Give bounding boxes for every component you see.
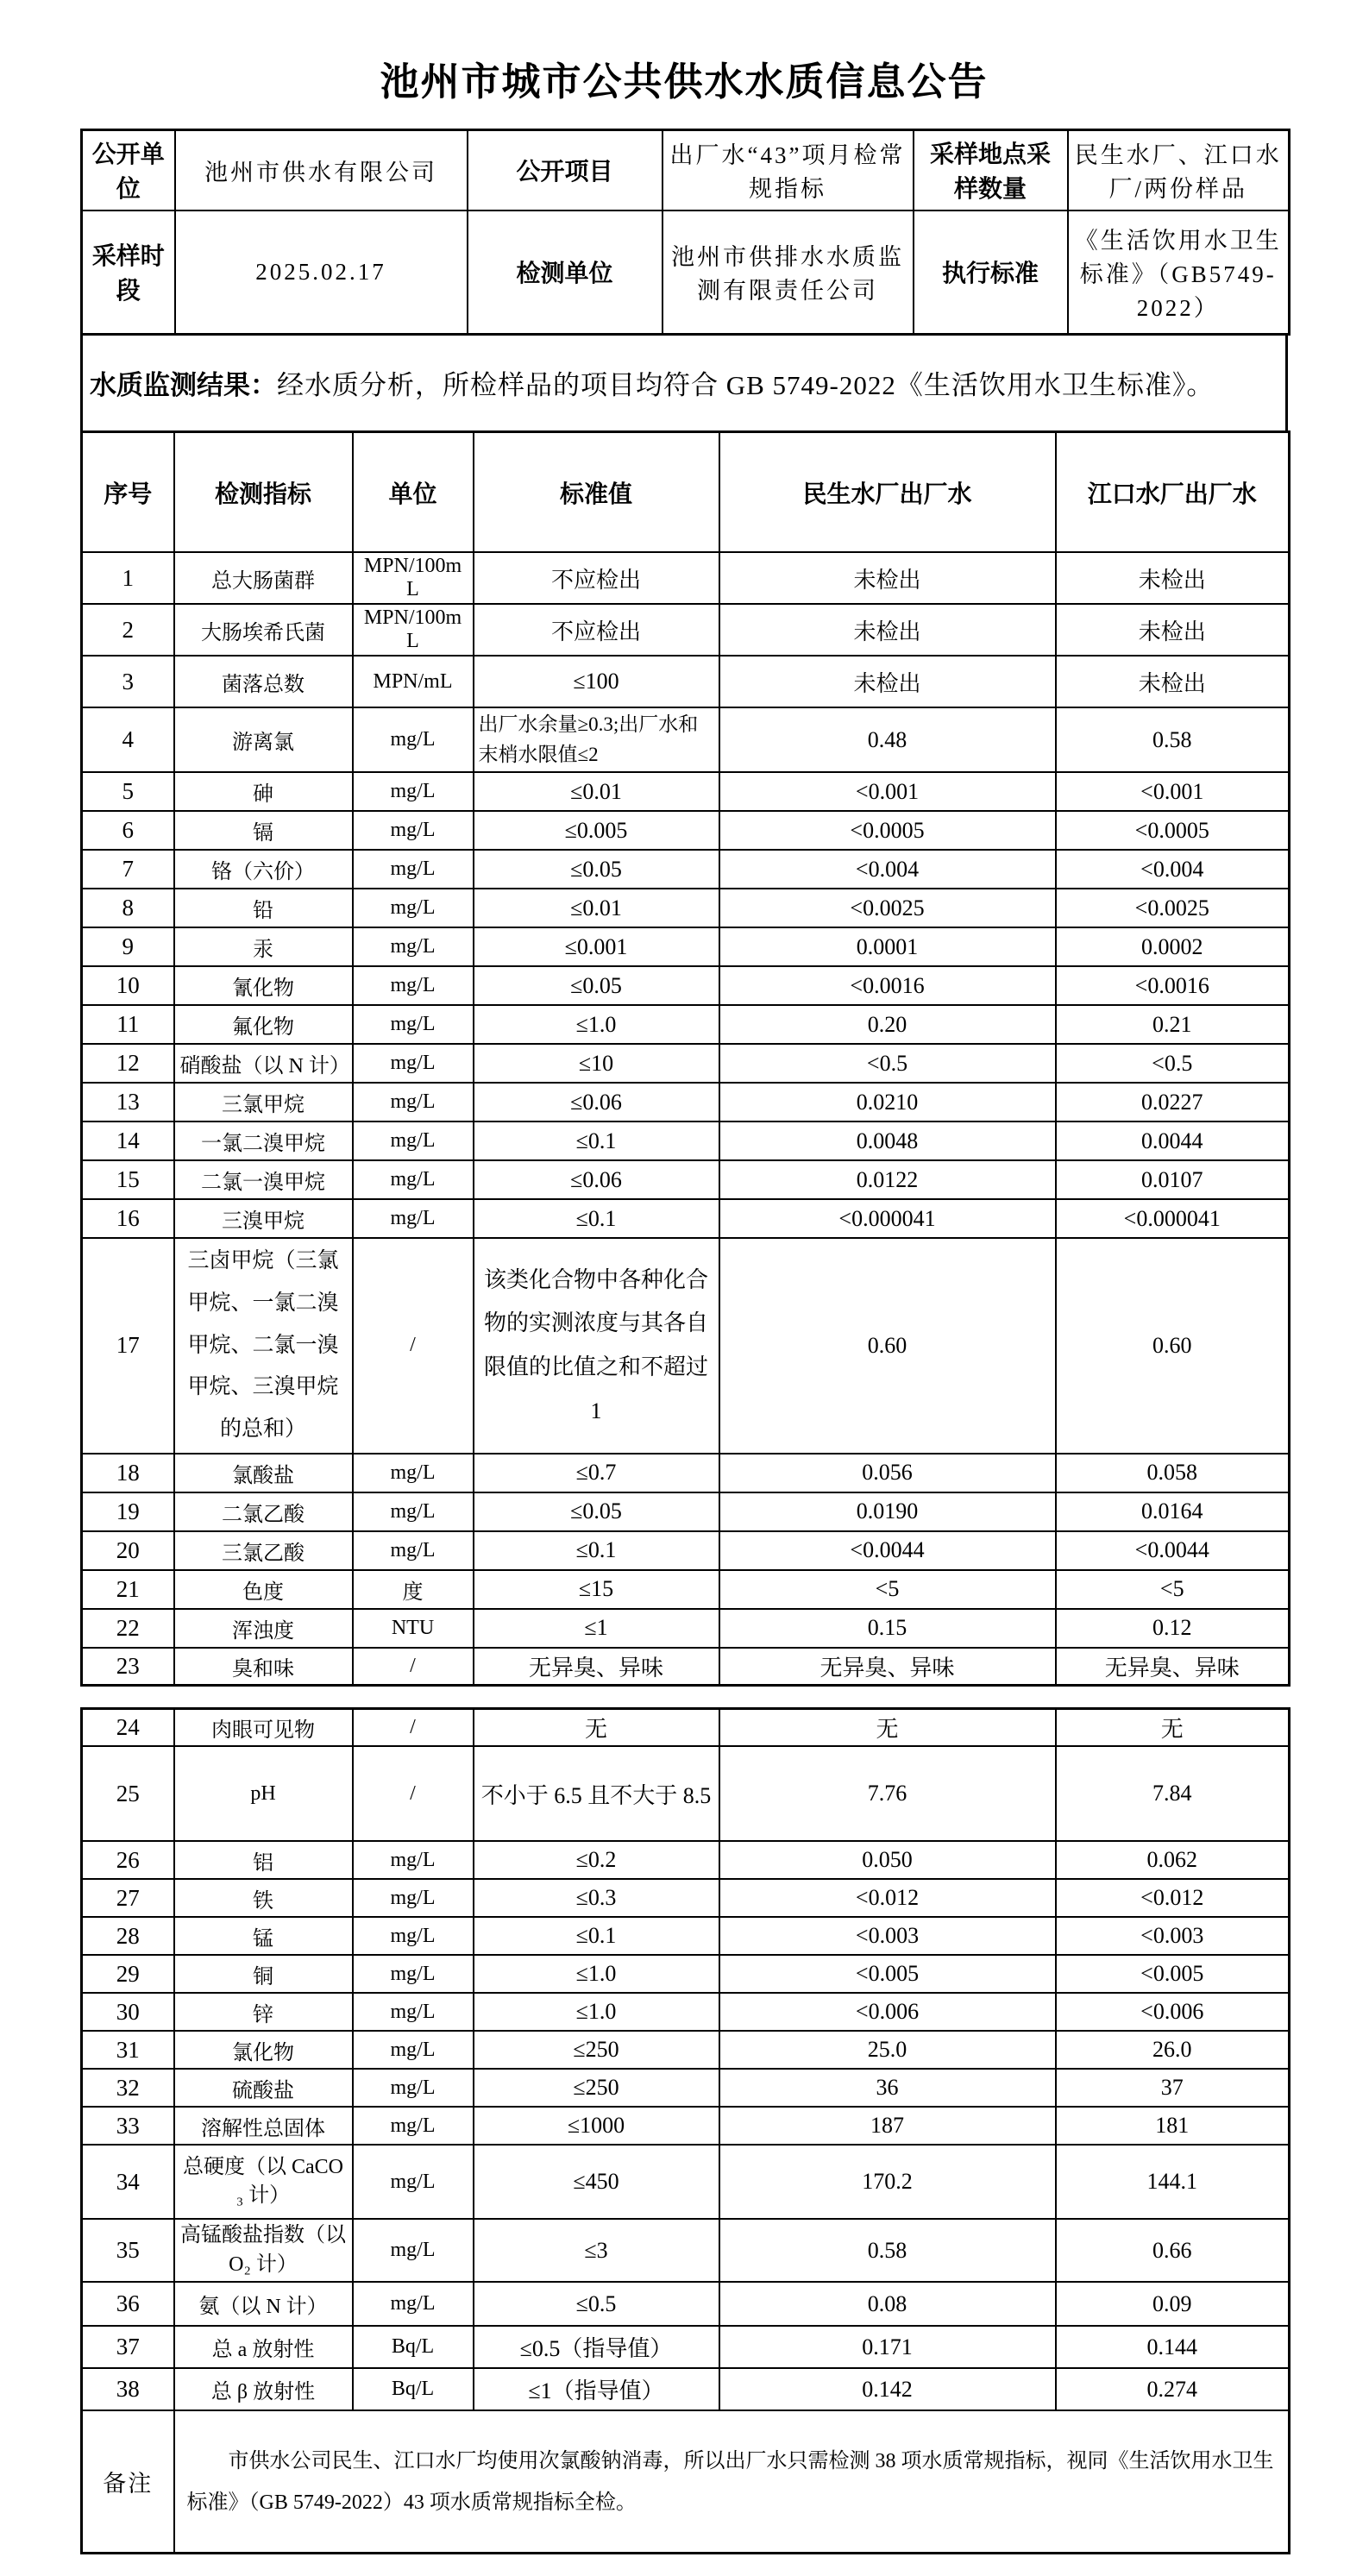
cell-seq: 20 — [82, 1531, 174, 1570]
cell-unit: Bq/L — [353, 2368, 474, 2410]
cell-minsheng-value: 25.0 — [719, 2031, 1056, 2069]
cell-indicator: 氯酸盐 — [174, 1454, 353, 1492]
announcement-sheet — [80, 50, 1288, 2554]
cell-jiangkou-value: 0.09 — [1056, 2282, 1290, 2326]
cell-standard: ≤1（指导值） — [474, 2368, 719, 2410]
info-label-testing-unit: 检测单位 — [468, 210, 663, 335]
cell-unit: mg/L — [353, 1917, 474, 1955]
cell-indicator: 锰 — [174, 1917, 353, 1955]
cell-jiangkou-value: 0.274 — [1056, 2368, 1290, 2410]
table-row — [82, 1955, 1290, 1993]
table-row — [82, 927, 1290, 966]
cell-seq: 30 — [82, 1993, 174, 2031]
cell-minsheng-value: 0.0048 — [719, 1122, 1056, 1160]
cell-seq: 28 — [82, 1917, 174, 1955]
table-row — [82, 1492, 1290, 1531]
cell-standard: ≤0.3 — [474, 1879, 719, 1917]
info-value-public-unit: 池州市供水有限公司 — [175, 130, 468, 210]
cell-standard: 无异臭、异味 — [474, 1648, 719, 1686]
cell-unit: mg/L — [353, 1841, 474, 1879]
info-label-standard: 执行标准 — [914, 210, 1068, 335]
cell-unit: mg/L — [353, 1199, 474, 1238]
cell-jiangkou-value: 0.58 — [1056, 707, 1290, 772]
table-row — [82, 1238, 1290, 1454]
info-label-sampling-period: 采样时段 — [82, 210, 175, 335]
table-row — [82, 889, 1290, 927]
cell-unit: mg/L — [353, 2145, 474, 2219]
cell-minsheng-value: 0.0122 — [719, 1160, 1056, 1199]
cell-standard: ≤250 — [474, 2031, 719, 2069]
cell-indicator: 氟化物 — [174, 1005, 353, 1044]
cell-jiangkou-value: <5 — [1056, 1570, 1290, 1609]
cell-seq: 22 — [82, 1609, 174, 1648]
cell-minsheng-value: 36 — [719, 2069, 1056, 2107]
cell-unit: mg/L — [353, 1005, 474, 1044]
cell-standard: ≤1.0 — [474, 1955, 719, 1993]
cell-minsheng-value: 0.15 — [719, 1609, 1056, 1648]
cell-jiangkou-value: <0.5 — [1056, 1044, 1290, 1083]
cell-minsheng-value: 0.0210 — [719, 1083, 1056, 1122]
cell-unit: mg/L — [353, 2031, 474, 2069]
cell-unit: mg/L — [353, 811, 474, 850]
cell-indicator: 浑浊度 — [174, 1609, 353, 1648]
cell-minsheng-value: 0.0190 — [719, 1492, 1056, 1531]
cell-standard: ≤0.05 — [474, 966, 719, 1005]
cell-jiangkou-value: <0.005 — [1056, 1955, 1290, 1993]
cell-standard: ≤0.06 — [474, 1083, 719, 1122]
cell-minsheng-value: 未检出 — [719, 604, 1056, 656]
cell-standard: ≤450 — [474, 2145, 719, 2219]
cell-jiangkou-value: 0.12 — [1056, 1609, 1290, 1648]
table-row — [82, 656, 1290, 707]
cell-indicator: 溶解性总固体 — [174, 2107, 353, 2145]
cell-indicator: 高锰酸盐指数（以 O₂ 计） — [174, 2219, 353, 2282]
column-header-minsheng-plant: 民生水厂出厂水 — [719, 432, 1056, 553]
cell-seq: 9 — [82, 927, 174, 966]
cell-jiangkou-value: <0.0005 — [1056, 811, 1290, 850]
cell-seq: 23 — [82, 1648, 174, 1686]
cell-indicator: 硫酸盐 — [174, 2069, 353, 2107]
cell-indicator: 总 β 放射性 — [174, 2368, 353, 2410]
cell-minsheng-value: <0.0025 — [719, 889, 1056, 927]
cell-seq: 37 — [82, 2326, 174, 2368]
table-row — [82, 707, 1290, 772]
cell-standard: 出厂水余量≥0.3;出厂水和末梢水限值≤2 — [474, 707, 719, 772]
cell-minsheng-value: <0.005 — [719, 1955, 1056, 1993]
cell-seq: 26 — [82, 1841, 174, 1879]
cell-indicator: 总大肠菌群 — [174, 552, 353, 604]
table-row — [82, 1841, 1290, 1879]
cell-jiangkou-value: 0.0044 — [1056, 1122, 1290, 1160]
cell-jiangkou-value: <0.004 — [1056, 850, 1290, 889]
table-row — [82, 1708, 1290, 1746]
cell-jiangkou-value: 未检出 — [1056, 552, 1290, 604]
cell-unit: / — [353, 1746, 474, 1841]
cell-jiangkou-value: 未检出 — [1056, 656, 1290, 707]
cell-seq: 19 — [82, 1492, 174, 1531]
cell-unit: mg/L — [353, 889, 474, 927]
cell-indicator: 肉眼可见物 — [174, 1708, 353, 1746]
cell-seq: 17 — [82, 1238, 174, 1454]
cell-unit: mg/L — [353, 2282, 474, 2326]
info-value-sampling-site-count: 民生水厂、江口水厂/两份样品 — [1068, 130, 1290, 210]
info-table — [80, 129, 1291, 336]
table-row — [82, 1570, 1290, 1609]
cell-minsheng-value: 170.2 — [719, 2145, 1056, 2219]
cell-minsheng-value: <0.0044 — [719, 1531, 1056, 1570]
cell-seq: 25 — [82, 1746, 174, 1841]
table-row — [82, 552, 1290, 604]
cell-seq: 7 — [82, 850, 174, 889]
table-row — [82, 772, 1290, 811]
cell-seq: 31 — [82, 2031, 174, 2069]
table-row — [82, 2368, 1290, 2410]
cell-minsheng-value: 0.20 — [719, 1005, 1056, 1044]
cell-jiangkou-value: <0.0016 — [1056, 966, 1290, 1005]
cell-unit: MPN/mL — [353, 656, 474, 707]
cell-indicator: 总 a 放射性 — [174, 2326, 353, 2368]
cell-standard: 无 — [474, 1708, 719, 1746]
cell-standard: ≤0.5（指导值） — [474, 2326, 719, 2368]
cell-standard: ≤10 — [474, 1044, 719, 1083]
cell-jiangkou-value: 0.144 — [1056, 2326, 1290, 2368]
cell-minsheng-value: 无异臭、异味 — [719, 1648, 1056, 1686]
table-row — [82, 1648, 1290, 1686]
cell-jiangkou-value: 无 — [1056, 1708, 1290, 1746]
cell-standard: ≤0.005 — [474, 811, 719, 850]
table-row — [82, 2031, 1290, 2069]
cell-unit: mg/L — [353, 1993, 474, 2031]
cell-unit: NTU — [353, 1609, 474, 1648]
info-row — [82, 130, 1290, 210]
cell-seq: 12 — [82, 1044, 174, 1083]
column-header-standard: 标准值 — [474, 432, 719, 553]
info-value-testing-unit: 池州市供排水水质监测有限责任公司 — [663, 210, 914, 335]
cell-seq: 36 — [82, 2282, 174, 2326]
cell-standard: ≤1000 — [474, 2107, 719, 2145]
cell-unit: mg/L — [353, 1122, 474, 1160]
cell-seq: 8 — [82, 889, 174, 927]
cell-unit: mg/L — [353, 927, 474, 966]
cell-seq: 2 — [82, 604, 174, 656]
water-quality-table-part2 — [80, 1707, 1291, 2554]
cell-minsheng-value: <0.001 — [719, 772, 1056, 811]
cell-minsheng-value: 0.050 — [719, 1841, 1056, 1879]
table-row — [82, 1531, 1290, 1570]
result-note-text: 经水质分析，所检样品的项目均符合 GB 5749-2022《生活饮用水卫生标准》。 — [277, 370, 1215, 400]
cell-standard: 该类化合物中各种化合物的实测浓度与其各自限值的比值之和不超过 1 — [474, 1238, 719, 1454]
cell-unit: mg/L — [353, 707, 474, 772]
table-row — [82, 1746, 1290, 1841]
cell-standard: ≤0.1 — [474, 1199, 719, 1238]
cell-jiangkou-value: 0.66 — [1056, 2219, 1290, 2282]
cell-indicator: 氨（以 N 计） — [174, 2282, 353, 2326]
cell-minsheng-value: <0.003 — [719, 1917, 1056, 1955]
cell-standard: ≤1 — [474, 1609, 719, 1648]
result-note-label: 水质监测结果： — [90, 370, 277, 400]
cell-indicator: 二氯乙酸 — [174, 1492, 353, 1531]
cell-jiangkou-value: 0.0107 — [1056, 1160, 1290, 1199]
cell-minsheng-value: 0.08 — [719, 2282, 1056, 2326]
table-row — [82, 2107, 1290, 2145]
cell-indicator: 氯化物 — [174, 2031, 353, 2069]
cell-minsheng-value: <0.5 — [719, 1044, 1056, 1083]
cell-indicator: 臭和味 — [174, 1648, 353, 1686]
cell-seq: 5 — [82, 772, 174, 811]
table-row — [82, 1993, 1290, 2031]
cell-unit: mg/L — [353, 850, 474, 889]
cell-jiangkou-value: 未检出 — [1056, 604, 1290, 656]
cell-unit: mg/L — [353, 2107, 474, 2145]
cell-standard: ≤0.01 — [474, 889, 719, 927]
cell-minsheng-value: 0.58 — [719, 2219, 1056, 2282]
cell-unit: mg/L — [353, 1083, 474, 1122]
cell-indicator: 铬（六价） — [174, 850, 353, 889]
remark-row — [82, 2410, 1290, 2553]
cell-jiangkou-value: 7.84 — [1056, 1746, 1290, 1841]
cell-indicator: 一氯二溴甲烷 — [174, 1122, 353, 1160]
cell-jiangkou-value: 0.058 — [1056, 1454, 1290, 1492]
cell-indicator: 铝 — [174, 1841, 353, 1879]
cell-standard: ≤250 — [474, 2069, 719, 2107]
table-row — [82, 2219, 1290, 2282]
cell-seq: 6 — [82, 811, 174, 850]
cell-unit: mg/L — [353, 1531, 474, 1570]
cell-minsheng-value: 0.171 — [719, 2326, 1056, 2368]
cell-indicator: 三卤甲烷（三氯甲烷、一氯二溴甲烷、二氯一溴甲烷、三溴甲烷的总和） — [174, 1238, 353, 1454]
table-row — [82, 1160, 1290, 1199]
info-label-public-item: 公开项目 — [468, 130, 663, 210]
table-row — [82, 2069, 1290, 2107]
cell-minsheng-value: <0.006 — [719, 1993, 1056, 2031]
cell-jiangkou-value: <0.001 — [1056, 772, 1290, 811]
table-row — [82, 850, 1290, 889]
cell-seq: 13 — [82, 1083, 174, 1122]
cell-unit: mg/L — [353, 1492, 474, 1531]
cell-jiangkou-value: 无异臭、异味 — [1056, 1648, 1290, 1686]
table-row — [82, 1917, 1290, 1955]
cell-minsheng-value: <0.0005 — [719, 811, 1056, 850]
cell-indicator: 三氯乙酸 — [174, 1531, 353, 1570]
cell-indicator: 硝酸盐（以 N 计） — [174, 1044, 353, 1083]
cell-minsheng-value: <0.000041 — [719, 1199, 1056, 1238]
cell-jiangkou-value: <0.012 — [1056, 1879, 1290, 1917]
cell-seq: 3 — [82, 656, 174, 707]
cell-unit: / — [353, 1648, 474, 1686]
info-value-standard: 《生活饮用水卫生标准》（GB5749-2022） — [1068, 210, 1290, 335]
page-title: 池州市城市公共供水水质信息公告 — [380, 60, 989, 104]
cell-standard: ≤0.1 — [474, 1917, 719, 1955]
remark-label: 备注 — [82, 2410, 174, 2553]
info-label-sampling-site-count: 采样地点采样数量 — [914, 130, 1068, 210]
cell-seq: 18 — [82, 1454, 174, 1492]
cell-seq: 27 — [82, 1879, 174, 1917]
cell-unit: mg/L — [353, 966, 474, 1005]
cell-standard: ≤0.01 — [474, 772, 719, 811]
table-row — [82, 1454, 1290, 1492]
cell-jiangkou-value: 0.60 — [1056, 1238, 1290, 1454]
cell-minsheng-value: 0.60 — [719, 1238, 1056, 1454]
cell-indicator: 三溴甲烷 — [174, 1199, 353, 1238]
cell-minsheng-value: 187 — [719, 2107, 1056, 2145]
cell-standard: ≤0.001 — [474, 927, 719, 966]
info-label-public-unit: 公开单位 — [82, 130, 175, 210]
column-header-indicator: 检测指标 — [174, 432, 353, 553]
cell-standard: ≤100 — [474, 656, 719, 707]
table-row — [82, 2282, 1290, 2326]
table-header-row — [82, 432, 1290, 553]
cell-standard: ≤0.06 — [474, 1160, 719, 1199]
cell-indicator: 砷 — [174, 772, 353, 811]
cell-standard: ≤0.5 — [474, 2282, 719, 2326]
cell-jiangkou-value: 0.0227 — [1056, 1083, 1290, 1122]
cell-jiangkou-value: 144.1 — [1056, 2145, 1290, 2219]
cell-indicator: 汞 — [174, 927, 353, 966]
table-row — [82, 1609, 1290, 1648]
table-row — [82, 2326, 1290, 2368]
cell-minsheng-value: 未检出 — [719, 656, 1056, 707]
info-value-public-item: 出厂水“43”项月检常规指标 — [663, 130, 914, 210]
cell-indicator: 铁 — [174, 1879, 353, 1917]
cell-standard: ≤1.0 — [474, 1993, 719, 2031]
cell-unit: 度 — [353, 1570, 474, 1609]
cell-minsheng-value: <0.012 — [719, 1879, 1056, 1917]
cell-unit: MPN/100mL — [353, 552, 474, 604]
cell-jiangkou-value: 0.062 — [1056, 1841, 1290, 1879]
table-row — [82, 1199, 1290, 1238]
water-quality-table-part1 — [80, 430, 1291, 1687]
cell-jiangkou-value: 0.21 — [1056, 1005, 1290, 1044]
cell-minsheng-value: 0.056 — [719, 1454, 1056, 1492]
cell-seq: 4 — [82, 707, 174, 772]
cell-minsheng-value: 7.76 — [719, 1746, 1056, 1841]
cell-minsheng-value: 0.48 — [719, 707, 1056, 772]
cell-standard: ≤0.2 — [474, 1841, 719, 1879]
cell-seq: 21 — [82, 1570, 174, 1609]
remark-text: 市供水公司民生、江口水厂均使用次氯酸钠消毒，所以出厂水只需检测 38 项水质常规指标，视同《生活饮用水卫生标准》（GB 5749-2022）43 项水质常规指标全检。 — [174, 2410, 1290, 2553]
cell-unit: mg/L — [353, 2069, 474, 2107]
cell-seq: 34 — [82, 2145, 174, 2219]
cell-jiangkou-value: 0.0164 — [1056, 1492, 1290, 1531]
cell-minsheng-value: 0.0001 — [719, 927, 1056, 966]
table-row — [82, 1044, 1290, 1083]
cell-indicator: 游离氯 — [174, 707, 353, 772]
cell-standard: ≤0.05 — [474, 850, 719, 889]
cell-standard: ≤0.05 — [474, 1492, 719, 1531]
cell-standard: 不小于 6.5 且不大于 8.5 — [474, 1746, 719, 1841]
cell-unit: mg/L — [353, 1879, 474, 1917]
cell-indicator: 铅 — [174, 889, 353, 927]
cell-seq: 14 — [82, 1122, 174, 1160]
table-row — [82, 811, 1290, 850]
cell-seq: 35 — [82, 2219, 174, 2282]
cell-minsheng-value: 未检出 — [719, 552, 1056, 604]
cell-jiangkou-value: <0.000041 — [1056, 1199, 1290, 1238]
cell-seq: 38 — [82, 2368, 174, 2410]
column-header-seq: 序号 — [82, 432, 174, 553]
cell-minsheng-value: 无 — [719, 1708, 1056, 1746]
table-row — [82, 1005, 1290, 1044]
cell-unit: mg/L — [353, 1955, 474, 1993]
cell-jiangkou-value: <0.003 — [1056, 1917, 1290, 1955]
cell-jiangkou-value: 37 — [1056, 2069, 1290, 2107]
cell-unit: mg/L — [353, 1454, 474, 1492]
cell-unit: / — [353, 1708, 474, 1746]
cell-standard: ≤3 — [474, 2219, 719, 2282]
column-header-jiangkou-plant: 江口水厂出厂水 — [1056, 432, 1290, 553]
cell-jiangkou-value: <0.0025 — [1056, 889, 1290, 927]
cell-seq: 32 — [82, 2069, 174, 2107]
monitoring-result-note — [80, 333, 1288, 433]
cell-unit: mg/L — [353, 1044, 474, 1083]
cell-jiangkou-value: <0.0044 — [1056, 1531, 1290, 1570]
cell-minsheng-value: <0.0016 — [719, 966, 1056, 1005]
cell-indicator: 菌落总数 — [174, 656, 353, 707]
cell-standard: ≤0.1 — [474, 1122, 719, 1160]
cell-standard: 不应检出 — [474, 552, 719, 604]
cell-unit: mg/L — [353, 2219, 474, 2282]
cell-unit: mg/L — [353, 772, 474, 811]
cell-seq: 11 — [82, 1005, 174, 1044]
cell-minsheng-value: 0.142 — [719, 2368, 1056, 2410]
cell-seq: 24 — [82, 1708, 174, 1746]
cell-standard: ≤0.7 — [474, 1454, 719, 1492]
cell-standard: ≤15 — [474, 1570, 719, 1609]
column-header-unit: 单位 — [353, 432, 474, 553]
cell-standard: ≤1.0 — [474, 1005, 719, 1044]
cell-jiangkou-value: 26.0 — [1056, 2031, 1290, 2069]
cell-indicator: 锌 — [174, 1993, 353, 2031]
cell-seq: 1 — [82, 552, 174, 604]
cell-indicator: 大肠埃希氏菌 — [174, 604, 353, 656]
table-row — [82, 1879, 1290, 1917]
cell-seq: 10 — [82, 966, 174, 1005]
cell-standard: 不应检出 — [474, 604, 719, 656]
cell-indicator: 二氯一溴甲烷 — [174, 1160, 353, 1199]
cell-seq: 33 — [82, 2107, 174, 2145]
cell-unit: / — [353, 1238, 474, 1454]
cell-jiangkou-value: 0.0002 — [1056, 927, 1290, 966]
table-row — [82, 966, 1290, 1005]
cell-jiangkou-value: <0.006 — [1056, 1993, 1290, 2031]
cell-seq: 29 — [82, 1955, 174, 1993]
table-row — [82, 1083, 1290, 1122]
cell-unit: Bq/L — [353, 2326, 474, 2368]
cell-indicator: 总硬度（以 CaCO₃ 计） — [174, 2145, 353, 2219]
cell-seq: 15 — [82, 1160, 174, 1199]
cell-indicator: 色度 — [174, 1570, 353, 1609]
cell-indicator: 氰化物 — [174, 966, 353, 1005]
cell-minsheng-value: <0.004 — [719, 850, 1056, 889]
cell-unit: MPN/100mL — [353, 604, 474, 656]
info-row — [82, 210, 1290, 335]
cell-indicator: pH — [174, 1746, 353, 1841]
table-row — [82, 604, 1290, 656]
cell-minsheng-value: <5 — [719, 1570, 1056, 1609]
cell-indicator: 铜 — [174, 1955, 353, 1993]
cell-indicator: 镉 — [174, 811, 353, 850]
cell-jiangkou-value: 181 — [1056, 2107, 1290, 2145]
cell-unit: mg/L — [353, 1160, 474, 1199]
table-row — [82, 1122, 1290, 1160]
cell-seq: 16 — [82, 1199, 174, 1238]
cell-standard: ≤0.1 — [474, 1531, 719, 1570]
cell-indicator: 三氯甲烷 — [174, 1083, 353, 1122]
table-row — [82, 2145, 1290, 2219]
info-value-sampling-period: 2025.02.17 — [175, 210, 468, 335]
